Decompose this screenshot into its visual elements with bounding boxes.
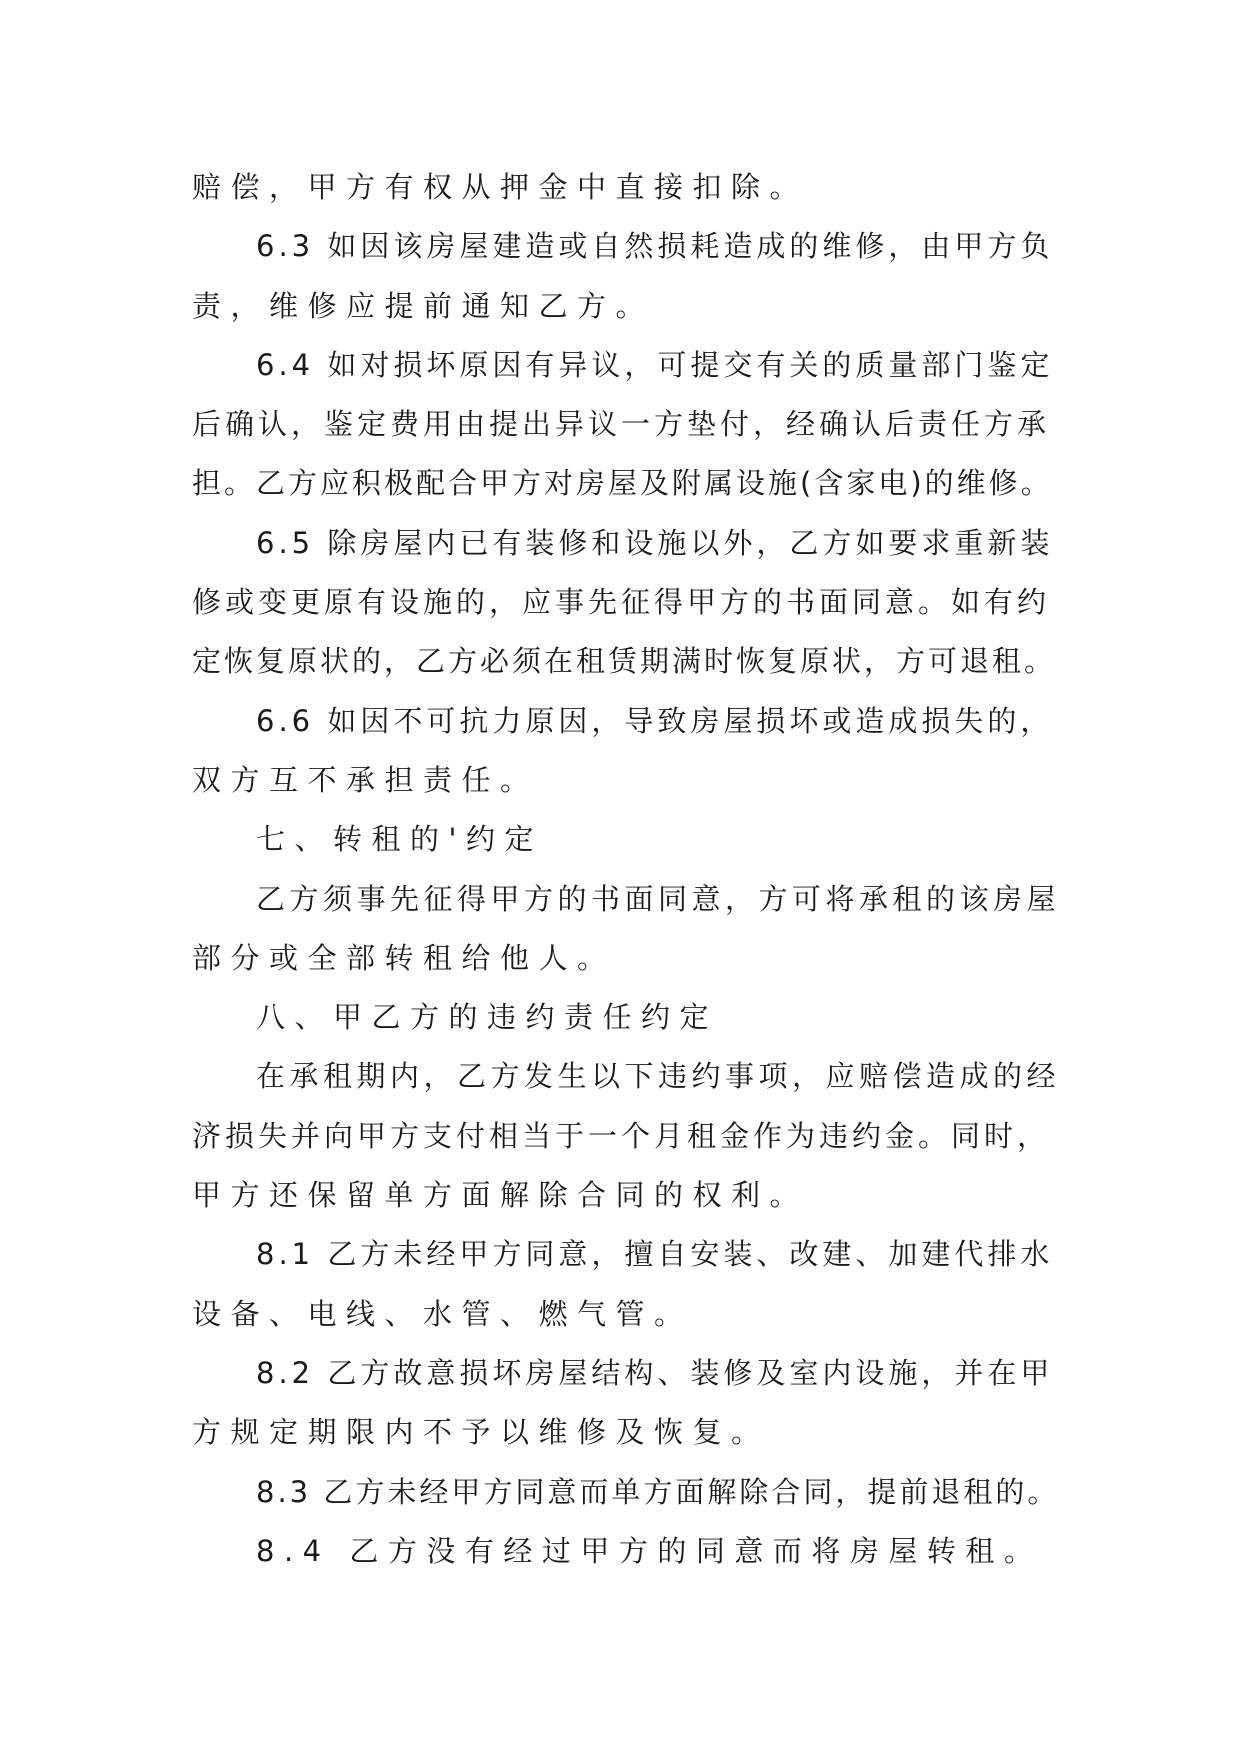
text-line: 七、转租的'约定 — [256, 822, 543, 857]
text-line: 8.4 乙方没有经过甲方的同意而将房屋转租。 — [256, 1533, 1043, 1568]
text-line: 8.2 乙方故意损坏房屋结构、装修及室内设施，并在甲 — [256, 1355, 1054, 1390]
text-line: 八、甲乙方的违约责任约定 — [256, 1000, 719, 1035]
text-line: 6.4 如对损坏原因有异议，可提交有关的质量部门鉴定 — [256, 347, 1054, 382]
text-line: 定恢复原状的，乙方必须在租赁期满时恢复原状，方可退租。 — [192, 644, 1057, 679]
text-line: 6.6 如因不可抗力原因，导致房屋损坏或造成损失的， — [256, 703, 1054, 738]
text-line: 8.3 乙方未经甲方同意而单方面解除合同，提前退租的。 — [256, 1474, 1060, 1509]
text-line: 部分或全部转租给他人。 — [192, 940, 616, 975]
text-line: 在承租期内，乙方发生以下违约事项，应赔偿造成的经 — [256, 1059, 1061, 1094]
text-line: 乙方须事先征得甲方的书面同意，方可将承租的该房屋 — [256, 881, 1061, 916]
text-line: 赔偿，甲方有权从押金中直接扣除。 — [192, 170, 809, 204]
text-line: 担。乙方应积极配合甲方对房屋及附属设施(含家电)的维修。 — [192, 466, 1053, 501]
text-line: 8.1 乙方未经甲方同意，擅自安装、改建、加建代排水 — [256, 1237, 1054, 1272]
document-body — [192, 158, 1062, 1581]
text-line: 设备、电线、水管、燃气管。 — [192, 1296, 693, 1331]
text-line: 6.3 如因该房屋建造或自然损耗造成的维修，由甲方负 — [256, 229, 1054, 264]
text-line: 修或变更原有设施的，应事先征得甲方的书面同意。如有约 — [192, 585, 1051, 620]
text-line: 责，维修应提前通知乙方。 — [192, 288, 655, 323]
text-line: 方规定期限内不予以维修及恢复。 — [192, 1415, 770, 1450]
text-line: 后确认，鉴定费用由提出异议一方垫付，经确认后责任方承 — [192, 407, 1051, 442]
text-line: 6.5 除房屋内已有装修和设施以外，乙方如要求重新装 — [256, 525, 1054, 560]
text-line: 双方互不承担责任。 — [192, 762, 539, 797]
text-line: 济损失并向甲方支付相当于一个月租金作为违约金。同时， — [192, 1118, 1051, 1153]
text-line: 甲方还保留单方面解除合同的权利。 — [192, 1178, 809, 1213]
